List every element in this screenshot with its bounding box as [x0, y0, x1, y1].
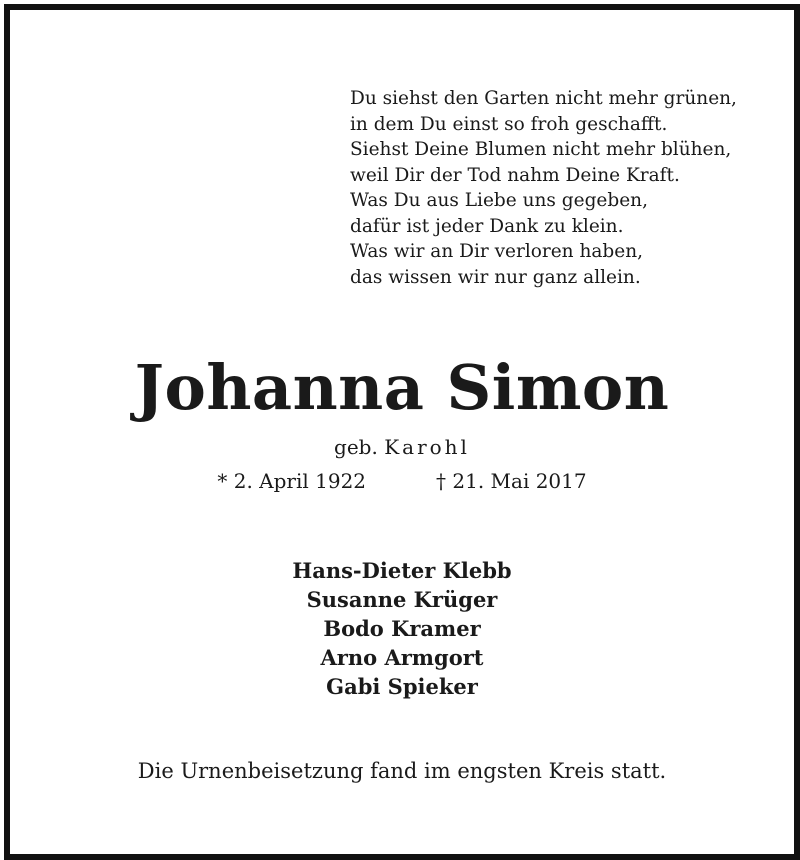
maiden-prefix: geb. — [334, 435, 378, 459]
poem-line: weil Dir der Tod nahm Deine Kraft. — [350, 164, 680, 186]
poem-line: in dem Du einst so froh geschafft. — [350, 113, 668, 135]
deceased-name: Johanna Simon — [134, 351, 670, 424]
death-date: † 21. Mai 2017 — [436, 469, 587, 493]
obituary-frame — [4, 4, 800, 860]
life-dates — [10, 466, 794, 496]
poem-line: Was wir an Dir verloren haben, — [350, 241, 644, 262]
mourner-name: Arno Armgort — [320, 645, 484, 670]
mourner-name: Hans-Dieter Klebb — [292, 558, 512, 583]
maiden-name: Karohl — [384, 435, 470, 459]
birth-date: * 2. April 1922 — [217, 469, 367, 493]
poem-line: Was Du aus Liebe uns gegeben, — [350, 190, 648, 211]
mourner-name: Bodo Kramer — [323, 616, 481, 641]
memorial-poem — [350, 86, 737, 290]
mourner-name: Susanne Krüger — [306, 587, 498, 612]
mourner-name: Gabi Spieker — [326, 674, 478, 699]
poem-line: Du siehst den Garten nicht mehr grünen, — [350, 88, 737, 109]
poem-line: Siehst Deine Blumen nicht mehr blühen, — [350, 139, 732, 160]
maiden-name-line — [10, 432, 794, 462]
mourners-list — [10, 556, 794, 701]
poem-line: das wissen wir nur ganz allein. — [350, 266, 641, 288]
burial-note: Die Urnenbeisetzung fand im engsten Kreis statt. — [137, 759, 667, 783]
poem-line: dafür ist jeder Dank zu klein. — [350, 215, 624, 237]
